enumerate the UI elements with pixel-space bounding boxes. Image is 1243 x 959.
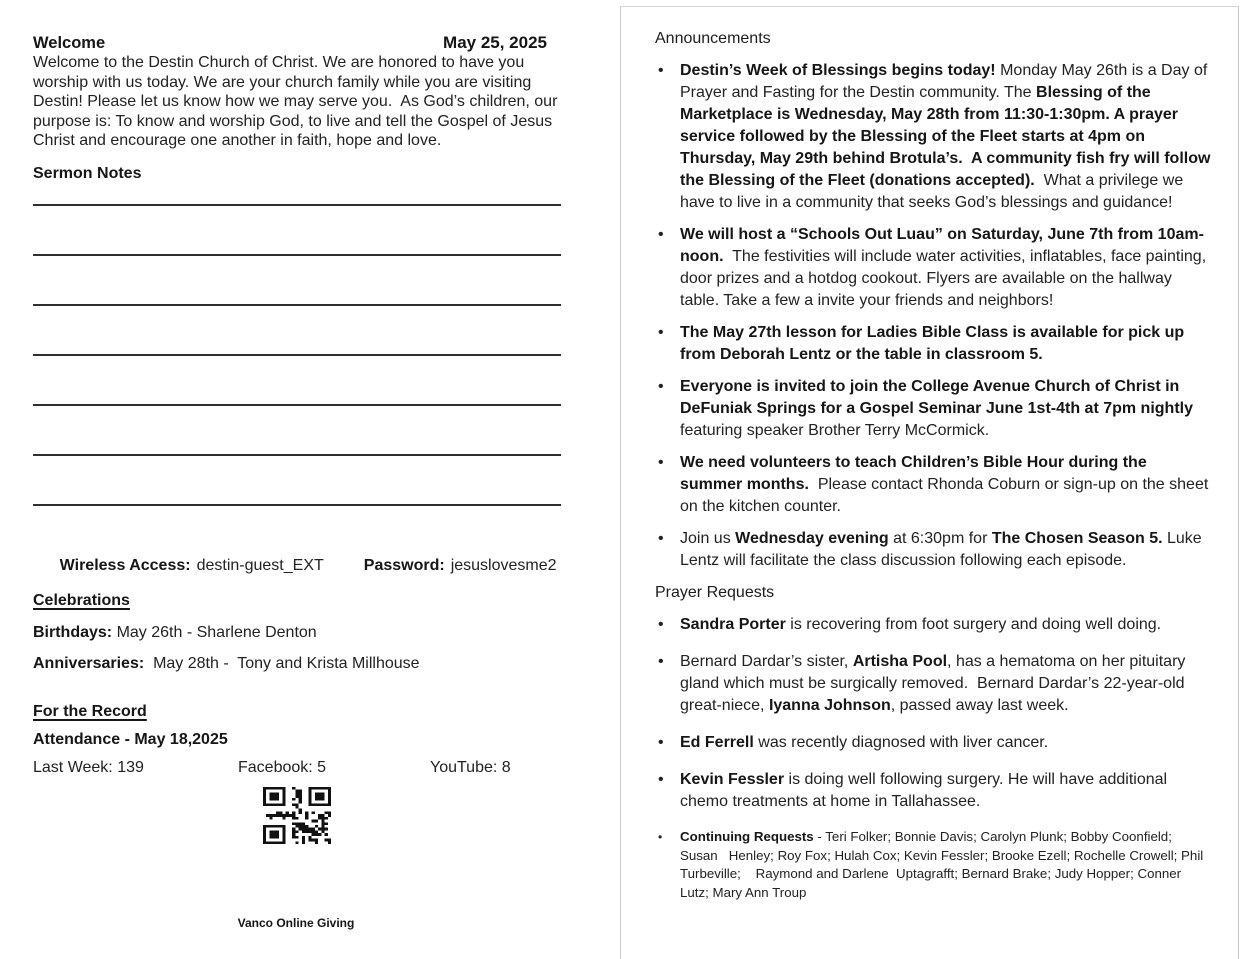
announcement-text: Everyone is invited to join the College Avenue Church of Christ in DeFuniak Springs for a Gospel Seminar June 1st-4th at 7pm nightly featuring speaker Brother Terry McCormick. bbox=[680, 378, 1198, 439]
announcements-heading: Announcements bbox=[655, 30, 771, 47]
wireless-access-label: Wireless Access: bbox=[59, 557, 191, 574]
anniversaries-value: May 28th - Tony and Krista Millhouse bbox=[153, 655, 420, 672]
birthdays-label: Birthdays: bbox=[33, 624, 113, 641]
prayer-request-text: Sandra Porter is recovering from foot surgery and doing well doing. bbox=[680, 616, 1162, 633]
sermon-note-line bbox=[33, 306, 561, 356]
attendance-stat: Facebook: 5 bbox=[238, 759, 327, 776]
left-page bbox=[33, 0, 570, 959]
sermon-note-line bbox=[33, 206, 561, 256]
bullet-icon: • bbox=[658, 62, 664, 79]
bullet-icon: • bbox=[658, 771, 664, 788]
birthdays-value: May 26th - Sharlene Denton bbox=[116, 624, 317, 641]
sermon-note-line bbox=[33, 456, 561, 506]
welcome-paragraph: Welcome to the Destin Church of Christ. We are honored to have you worship with us today. We are your church family while you are visiting Destin! Please let us know how we may serve you. As God’s children, our purpose is: To know and worship God, to live and tell the Gospel of Jesus Christ and encourage one another in faith, hope and love. bbox=[33, 54, 562, 149]
attendance-stat: YouTube: 8 bbox=[430, 759, 511, 776]
celebrations-heading: Celebrations bbox=[33, 592, 130, 609]
attendance-line: Attendance - May 18,2025 bbox=[33, 731, 228, 748]
bullet-icon: • bbox=[658, 830, 663, 844]
wireless-network-value: destin-guest_EXT bbox=[196, 557, 324, 574]
announcement-item bbox=[655, 528, 1212, 572]
welcome-heading: Welcome bbox=[33, 34, 106, 52]
announcement-item bbox=[655, 224, 1212, 312]
sermon-notes-lines bbox=[33, 156, 561, 506]
prayer-request-text: Continuing Requests - Teri Folker; Bonnie Davis; Carolyn Plunk; Bobby Coonfield; Susan Henley; Roy Fox; Hulah Cox; Kevin Fessler; Brooke Ezell; Rochelle Crowell; Phil Turbeville; Raymond and Darlene Uptagrafft; Bernard Brake; Judy Hopper; Conner Lutz; Mary Ann Troup bbox=[680, 829, 1207, 900]
sermon-note-line bbox=[33, 256, 561, 306]
prayer-request-item bbox=[655, 614, 1212, 636]
prayer-request-text: Ed Ferrell was recently diagnosed with liver cancer. bbox=[680, 734, 1049, 751]
prayer-request-text: Kevin Fessler is doing well following surgery. He will have additional chemo treatments at home in Tallahassee. bbox=[680, 771, 1172, 810]
qr-code bbox=[263, 787, 331, 844]
wireless-access-row bbox=[33, 539, 557, 593]
announcements-list bbox=[655, 60, 1215, 572]
announcement-item bbox=[655, 322, 1212, 366]
attendance-stat: Last Week: 139 bbox=[33, 759, 144, 776]
for-the-record-heading: For the Record bbox=[33, 703, 147, 720]
announcement-item bbox=[655, 60, 1215, 214]
anniversaries-label: Anniversaries: bbox=[33, 655, 145, 672]
prayer-request-text: Bernard Dardar’s sister, Artisha Pool, has a hematoma on her pituitary gland which must be surgically removed. Bernard Dardar’s 22-year-old great-niece, Iyanna Johnson, passed away last week. bbox=[680, 653, 1190, 714]
prayer-request-item bbox=[655, 732, 1212, 754]
announcement-text: We will host a “Schools Out Luau” on Saturday, June 7th from 10am-noon. The festivities will include water activities, inflatables, face painting, door prizes and a hotdog cookout. Flyers are available on the hallway table. Take a few a invite your friends and neighbors! bbox=[680, 226, 1211, 309]
sermon-notes-heading: Sermon Notes bbox=[33, 165, 142, 182]
prayer-requests-list bbox=[655, 614, 1212, 902]
announcement-text: Join us Wednesday evening at 6:30pm for The Chosen Season 5. Luke Lentz will facilitate the class discussion following each episode. bbox=[680, 530, 1207, 569]
prayer-request-item bbox=[655, 769, 1212, 813]
bullet-icon: • bbox=[658, 653, 664, 670]
attendance-stats-row bbox=[33, 759, 570, 781]
sermon-note-line bbox=[33, 356, 561, 406]
password-value: jesuslovesme2 bbox=[450, 557, 557, 574]
bullet-icon: • bbox=[658, 378, 664, 395]
announcement-text: The May 27th lesson for Ladies Bible Class is available for pick up from Deborah Lentz or the table in classroom 5. bbox=[680, 324, 1189, 363]
announcement-text: We need volunteers to teach Children’s Bible Hour during the summer months. Please contact Rhonda Coburn or sign-up on the sheet on the kitchen counter. bbox=[680, 454, 1213, 515]
birthdays-row bbox=[33, 624, 317, 642]
qr-caption: Vanco Online Giving bbox=[237, 916, 355, 930]
sermon-note-line bbox=[33, 156, 561, 206]
anniversaries-row bbox=[33, 655, 420, 673]
bullet-icon: • bbox=[658, 226, 664, 243]
bullet-icon: • bbox=[658, 324, 664, 341]
bullet-icon: • bbox=[658, 530, 664, 547]
prayer-request-item bbox=[655, 828, 1212, 902]
sermon-note-line bbox=[33, 406, 561, 456]
announcement-item bbox=[655, 452, 1212, 518]
bullet-icon: • bbox=[658, 734, 664, 751]
bullet-icon: • bbox=[658, 454, 664, 471]
prayer-request-item bbox=[655, 651, 1212, 717]
right-page bbox=[655, 28, 1215, 917]
left-page-header bbox=[33, 33, 547, 53]
bullet-icon: • bbox=[658, 616, 664, 633]
announcement-item bbox=[655, 376, 1212, 442]
password-label: Password: bbox=[363, 557, 445, 574]
prayer-requests-heading: Prayer Requests bbox=[655, 584, 775, 601]
announcement-text: Destin’s Week of Blessings begins today! Monday May 26th is a Day of Prayer and Fasting for the Destin community. The Blessing of the Marketplace is Wednesday, May 28th from 11:30-1:30pm. A prayer service followed by the Blessing of the Fleet starts at 4pm on Thursday, May 29th behind Brotula’s. A community fish fry will follow the Blessing of the Fleet (donations accepted). What a privilege we have to live in a community that seeks God’s blessings and guidance! bbox=[680, 62, 1215, 211]
bulletin-date: May 25, 2025 bbox=[443, 33, 547, 52]
